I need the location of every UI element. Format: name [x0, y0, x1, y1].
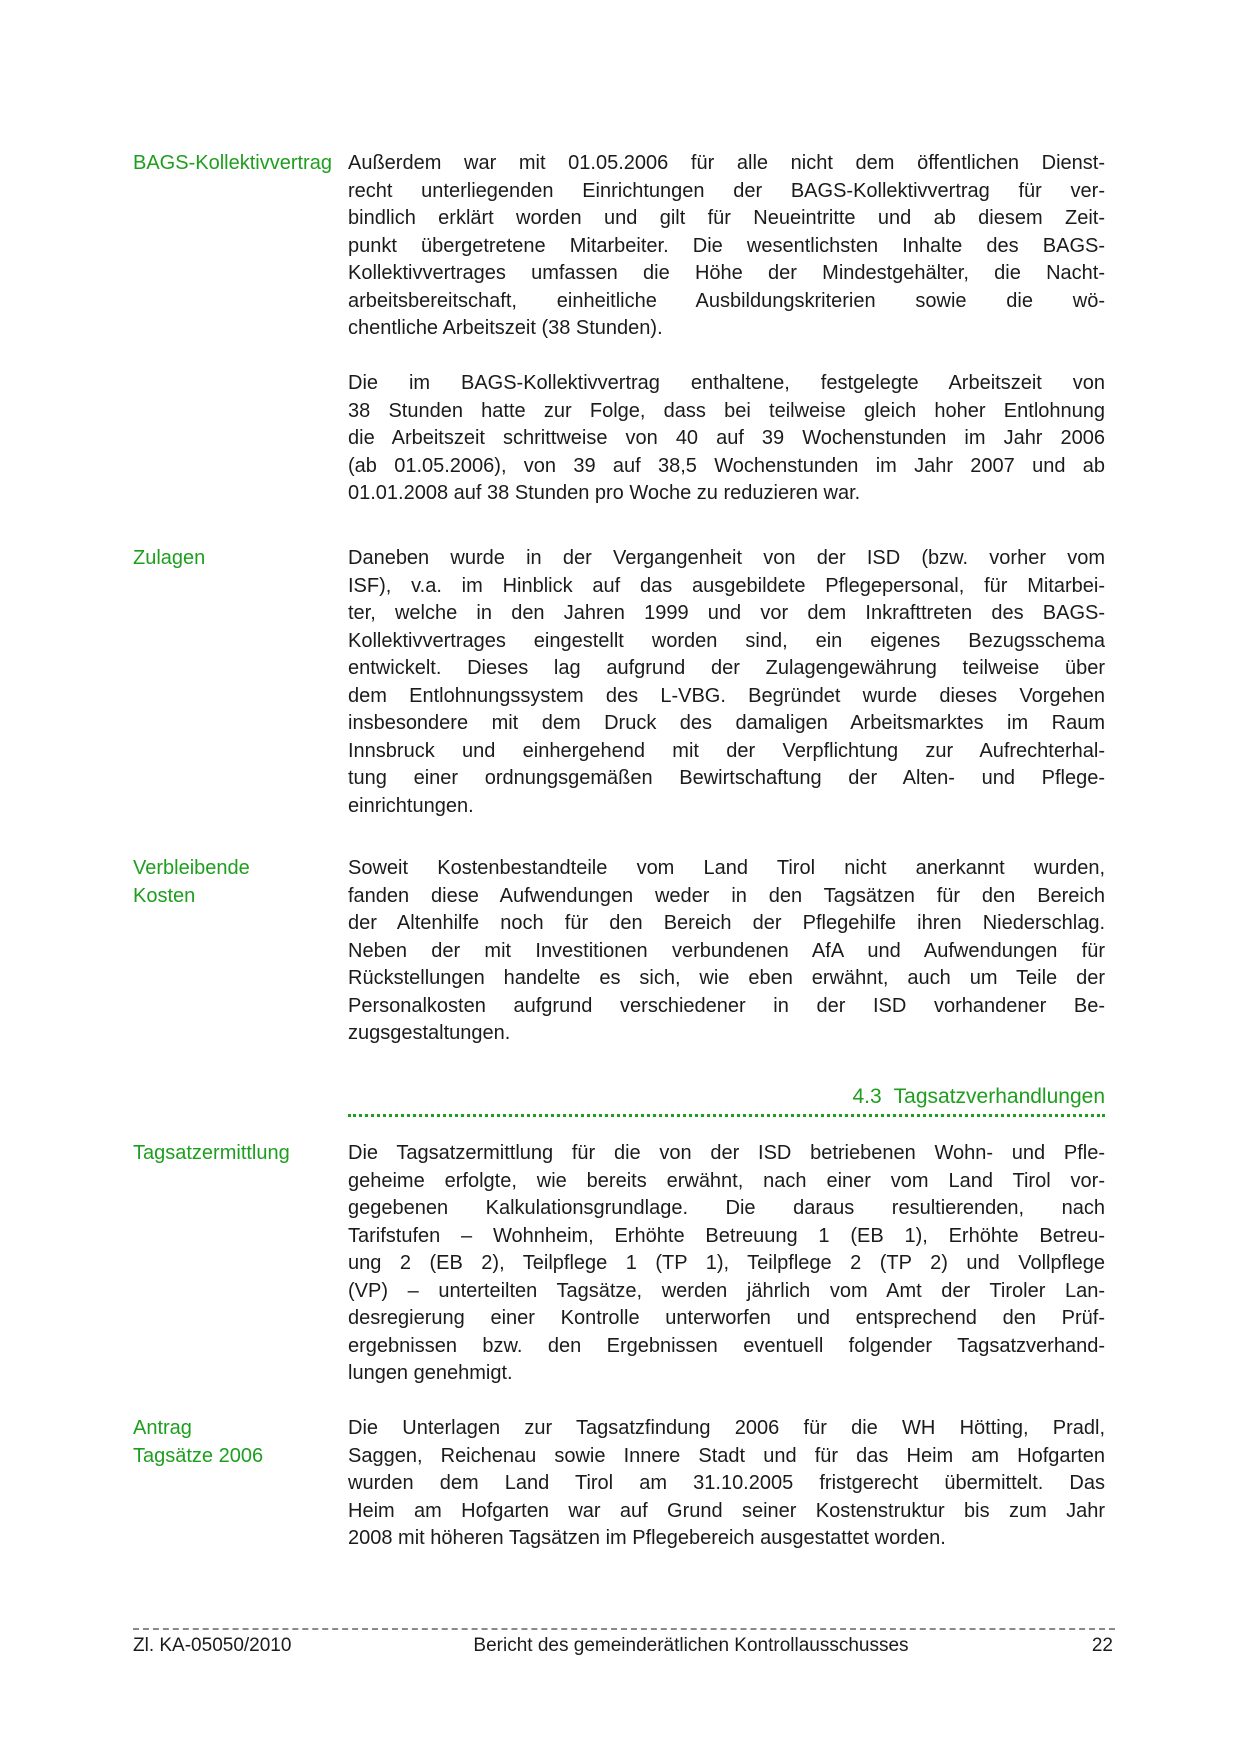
text-line: (VP) – unterteilten Tagsätze, werden jährlich vom Amt der Tiroler Lan- — [348, 1279, 1105, 1302]
section-heading-dotted-rule — [348, 1114, 1105, 1117]
text-line: Personalkosten aufgrund verschiedener in der ISD vorhandener Be- — [348, 994, 1105, 1017]
text-line: entwickelt. Dieses lag aufgrund der Zulagengewährung teilweise über — [348, 657, 1105, 679]
section-title: Tagsatzverhandlungen — [893, 1085, 1105, 1108]
text-line: dem Entlohnungssystem des L-VBG. Begründet wurde dieses Vorgehen — [348, 684, 1105, 707]
text-line: Die Unterlagen zur Tagsatzfindung 2006 für die WH Hötting, Pradl, — [348, 1417, 1105, 1439]
text-line: (ab 01.05.2006), von 39 auf 38,5 Wochenstunden im Jahr 2007 und ab — [348, 454, 1105, 477]
text-line: Soweit Kostenbestandteile vom Land Tirol nicht anerkannt wurden, — [348, 857, 1105, 879]
paragraph-zulagen — [348, 545, 1105, 820]
text-line: BAGS-Kollektivvertrag — [133, 152, 332, 174]
text-line: wurden dem Land Tirol am 31.10.2005 fristgerecht übermittelt. Das — [348, 1472, 1105, 1494]
text-line: lungen genehmigt. — [348, 1362, 513, 1384]
text-line: Daneben wurde in der Vergangenheit von der ISD (bzw. vorher vom — [348, 547, 1105, 569]
margin-label-bags-kollektivvertrag — [133, 150, 338, 178]
text-line: ter, welche in den Jahren 1999 und vor dem Inkrafttreten des BAGS- — [348, 602, 1105, 624]
text-line: Verbleibende — [133, 857, 250, 879]
text-line: Kosten — [133, 884, 196, 907]
text-line: punkt übergetretene Mitarbeiter. Die wesentlichsten Inhalte des BAGS- — [348, 234, 1105, 257]
text-line: Die im BAGS-Kollektivvertrag enthaltene, festgelegte Arbeitszeit von — [348, 372, 1105, 394]
paragraph-verbleibende-kosten — [348, 855, 1105, 1048]
margin-label-antrag-tagsaetze-2006 — [133, 1415, 338, 1470]
text-line: Saggen, Reichenau sowie Innere Stadt und für das Heim am Hofgarten — [348, 1444, 1105, 1467]
text-line: Zulagen — [133, 547, 206, 569]
paragraph-tagsatzermittlung — [348, 1140, 1105, 1388]
text-line: Tarifstufen – Wohnheim, Erhöhte Betreuung 1 (EB 1), Erhöhte Betreu- — [348, 1224, 1105, 1247]
text-line: Tagsätze 2006 — [133, 1444, 264, 1467]
margin-label-zulagen — [133, 545, 338, 573]
text-line: Antrag — [133, 1417, 192, 1439]
margin-label-tagsatzermittlung — [133, 1140, 338, 1168]
text-line: ergebnissen bzw. den Ergebnissen eventuell folgender Tagsatzverhand- — [348, 1334, 1105, 1357]
footer — [133, 1633, 1115, 1659]
text-line: 01.01.2008 auf 38 Stunden pro Woche zu reduzieren war. — [348, 482, 861, 504]
text-line: Neben der mit Investitionen verbundenen AfA und Aufwendungen für — [348, 939, 1105, 962]
text-line: Kollektivvertrages eingestellt worden sind, ein eigenes Bezugsschema — [348, 629, 1105, 652]
text-line: Tagsatzermittlung — [133, 1142, 290, 1164]
text-line: insbesondere mit dem Druck des damaligen Arbeitsmarktes im Raum — [348, 712, 1105, 734]
text-line: ung 2 (EB 2), Teilpflege 1 (TP 1), Teilpflege 2 (TP 2) und Vollpflege — [348, 1252, 1105, 1274]
text-line: Die Tagsatzermittlung für die von der ISD betriebenen Wohn- und Pfle- — [348, 1142, 1105, 1164]
text-line: tung einer ordnungsgemäßen Bewirtschaftung der Alten- und Pflege- — [348, 767, 1105, 789]
footer-page-number: 22 — [1091, 1635, 1113, 1656]
paragraph-bags-1 — [348, 150, 1105, 343]
paragraph-antrag-tagsaetze-2006 — [348, 1415, 1105, 1553]
footer-reference: Zl. KA-05050/2010 — [133, 1635, 292, 1656]
text-line: einrichtungen. — [348, 794, 474, 817]
text-line: bindlich erklärt worden und gilt für Neueintritte und ab diesem Zeit- — [348, 207, 1105, 229]
text-line: geheime erfolgte, wie bereits erwähnt, nach einer vom Land Tirol vor- — [348, 1169, 1105, 1192]
footer-dashed-rule — [133, 1628, 1115, 1630]
footer-title: Bericht des gemeinderätlichen Kontrollausschusses — [473, 1635, 909, 1656]
paragraph-bags-2 — [348, 370, 1105, 508]
text-line: ISF), v.a. im Hinblick auf das ausgebildete Pflegepersonal, für Mitarbei- — [348, 574, 1105, 597]
text-line: zugsgestaltungen. — [348, 1022, 511, 1044]
text-line: recht unterliegenden Einrichtungen der BAGS-Kollektivvertrag für ver- — [348, 179, 1105, 202]
text-line: gegebenen Kalkulationsgrundlage. Die daraus resultierenden, nach — [348, 1197, 1105, 1219]
text-line: 2008 mit höheren Tagsätzen im Pflegebereich ausgestattet worden. — [348, 1527, 946, 1549]
text-line: chentliche Arbeitszeit (38 Stunden). — [348, 317, 663, 339]
text-line: desregierung einer Kontrolle unterworfen und entsprechend den Prüf- — [348, 1307, 1105, 1329]
text-line: die Arbeitszeit schrittweise von 40 auf 39 Wochenstunden im Jahr 2006 — [348, 427, 1105, 449]
text-line: fanden diese Aufwendungen weder in den Tagsätzen für den Bereich — [348, 884, 1105, 907]
text-line: Innsbruck und einhergehend mit der Verpflichtung zur Aufrechterhal- — [348, 739, 1105, 762]
text-line: Rückstellungen handelte es sich, wie eben erwähnt, auch um Teile der — [348, 967, 1105, 989]
text-line: 38 Stunden hatte zur Folge, dass bei teilweise gleich hoher Entlohnung — [348, 399, 1105, 422]
section-heading — [348, 1082, 1105, 1112]
text-line: Außerdem war mit 01.05.2006 für alle nicht dem öffentlichen Dienst- — [348, 152, 1105, 174]
text-line: der Altenhilfe noch für den Bereich der Pflegehilfe ihren Niederschlag. — [348, 912, 1105, 934]
section-number: 4.3 — [852, 1085, 882, 1108]
text-line: arbeitsbereitschaft, einheitliche Ausbildungskriterien sowie die wö- — [348, 289, 1105, 312]
margin-label-verbleibende-kosten — [133, 855, 338, 910]
text-line: Kollektivvertrages umfassen die Höhe der Mindestgehälter, die Nacht- — [348, 262, 1105, 284]
text-line: Heim am Hofgarten war auf Grund seiner Kostenstruktur bis zum Jahr — [348, 1499, 1105, 1522]
